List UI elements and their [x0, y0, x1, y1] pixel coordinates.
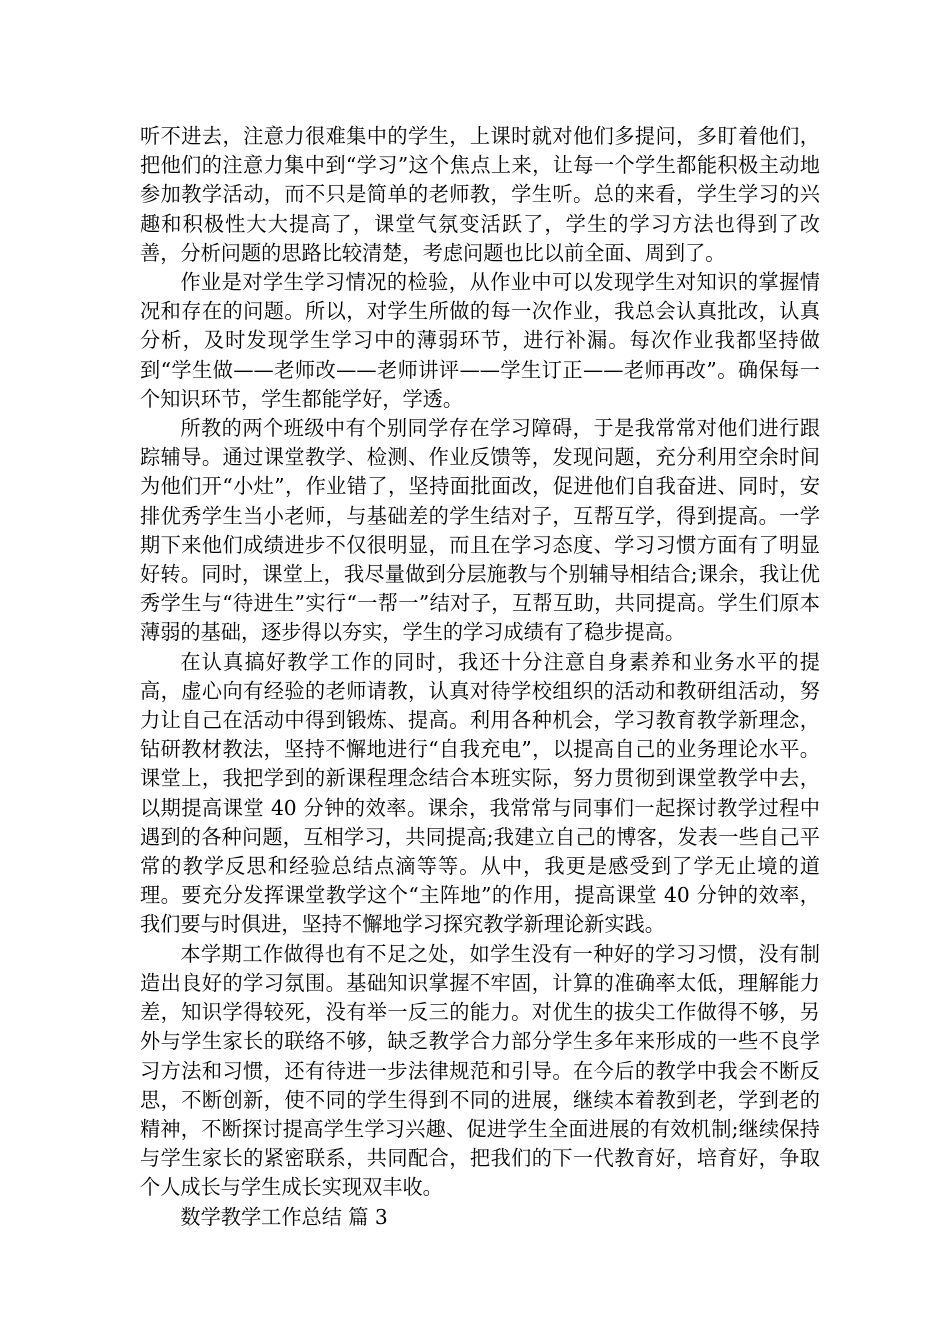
section-heading: 数学教学工作总结 篇 3 — [180, 1204, 388, 1229]
paragraph-1: 听不进去，注意力很难集中的学生，上课时就对他们多提问，多盯着他们，把他们的注意力集中到“学习”这个焦点上来，让每一个学生都能积极主动地参加教学活动，而不只是简单的老师教，学生听。总的来看，学生学习的兴趣和积极性大大提高了，课堂气氛变活跃了，学生的学习方法也得到了改善，分析问题的思路比较清楚，考虑问题也比以前全面、周到了。 — [140, 124, 820, 265]
paragraph-5: 本学期工作做得也有不足之处，如学生没有一种好的学习习惯，没有制造出良好的学习氛围。基础知识掌握不牢固，计算的准确率太低，理解能力差，知识学得较死，没有举一反三的能力。对优生的拔尖工作做得不够，另外与学生家长的联络不够，缺乏教学合力部分学生多年来形成的一些不良学习方法和习惯，还有待进一步法律规范和引导。在今后的教学中我会不断反思，不断创新，使不同的学生得到不同的进展，继续本着教到老，学到老的精神，不断探讨提高学生学习兴趣、促进学生全面进展的有效机制;继续保持与学生家长的紧密联系，共同配合，把我们的下一代教育好，培育好，争取个人成长与学生成长实现双丰收。 — [140, 941, 820, 1200]
paragraph-3: 所教的两个班级中有个别同学存在学习障碍，于是我常常对他们进行跟踪辅导。通过课堂教学、检测、作业反馈等，发现问题，充分利用空余时间为他们开“小灶”，作业错了，坚持面批面改，促进他们自我奋进、同时，安排优秀学生当小老师，与基础差的学生结对子，互帮互学，得到提高。一学期下来他们成绩进步不仅很明显，而且在学习态度、学习习惯方面有了明显好转。同时，课堂上，我尽量做到分层施教与个别辅导相结合;课余，我让优秀学生与“待进生”实行“一帮一”结对子，互帮互助，共同提高。学生们原本薄弱的基础，逐步得以夯实，学生的学习成绩有了稳步提高。 — [140, 416, 820, 645]
document-page — [140, 122, 820, 1232]
paragraph-4: 在认真搞好教学工作的同时，我还十分注意自身素养和业务水平的提高，虚心向有经验的老师请教，认真对待学校组织的活动和教研组活动，努力让自己在活动中得到锻炼、提高。利用各种机会，学习教育教学新理念，钻研教材教法，坚持不懈地进行“自我充电”，以提高自己的业务理论水平。课堂上，我把学到的新课程理念结合本班实际，努力贯彻到课堂教学中去，以期提高课堂 40 分钟的效率。课余，我常常与同事们一起探讨教学过程中遇到的各种问题，互相学习，共同提高;我建立自己的博客，发表一些自己平常的教学反思和经验总结点滴等等。从中，我更是感受到了学无止境的道理。要充分发挥课堂教学这个“主阵地”的作用，提高课堂 40 分钟的效率，我们要与时俱进，坚持不懈地学习探究教学新理论新实践。 — [140, 649, 820, 937]
paragraph-2: 作业是对学生学习情况的检验，从作业中可以发现学生对知识的掌握情况和存在的问题。所以，对学生所做的每一次作业，我总会认真批改，认真分析，及时发现学生学习中的薄弱环节，进行补漏。每次作业我都坚持做到“学生做——老师改——老师讲评——学生订正——老师再改”。确保每一个知识环节，学生都能学好，学透。 — [140, 270, 820, 411]
